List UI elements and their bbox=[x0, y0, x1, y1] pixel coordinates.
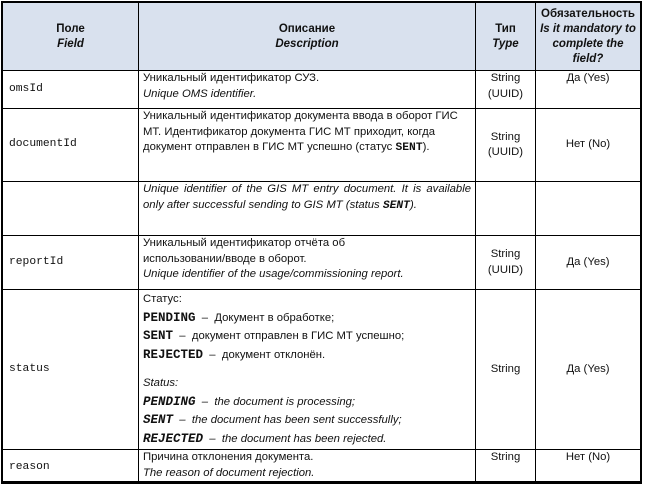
field-mandatory: Да (Yes) bbox=[536, 71, 641, 109]
status-code: REJECTED bbox=[143, 347, 204, 362]
header-desc-ru: Описание bbox=[278, 22, 336, 35]
status-code: SENT bbox=[395, 142, 423, 154]
type-value: String bbox=[490, 248, 521, 260]
separator: – bbox=[179, 330, 186, 342]
description-ru-tail: ). bbox=[422, 141, 430, 153]
status-text: the document has been rejected. bbox=[221, 432, 387, 445]
header-mand-en: Is it mandatory to complete the field? bbox=[540, 22, 636, 65]
status-code: PENDING bbox=[143, 394, 196, 409]
status-item-en bbox=[143, 393, 471, 412]
separator: – bbox=[209, 432, 216, 445]
field-mandatory: Нет (No) bbox=[536, 450, 641, 485]
header-type-ru: Тип bbox=[495, 22, 516, 35]
status-item-en bbox=[143, 411, 471, 430]
separator: – bbox=[201, 395, 209, 408]
field-type bbox=[476, 71, 536, 109]
field-mandatory: Нет (No) bbox=[536, 109, 641, 182]
status-code: REJECTED bbox=[143, 431, 204, 446]
description-en: Unique OMS identifier. bbox=[143, 87, 257, 100]
status-item-en bbox=[143, 430, 471, 449]
status-text: the document is processing; bbox=[214, 395, 356, 408]
separator: – bbox=[209, 348, 216, 361]
field-name: status bbox=[3, 290, 139, 450]
description-ru bbox=[143, 109, 471, 157]
status-code: PENDING bbox=[143, 310, 196, 325]
field-type bbox=[476, 109, 536, 182]
status-label-en: Status: bbox=[143, 377, 179, 389]
description-en: The reason of document rejection. bbox=[143, 466, 315, 479]
table-row bbox=[3, 182, 641, 236]
type-value: String bbox=[490, 130, 521, 143]
status-text: Документ в обработке; bbox=[214, 311, 335, 324]
description-ru-1: Уникальный идентификатор отчёта об bbox=[143, 237, 346, 249]
field-description bbox=[139, 236, 476, 290]
status-text: документ отклонён. bbox=[221, 348, 326, 361]
empty-cell bbox=[536, 182, 641, 236]
separator: – bbox=[179, 414, 186, 426]
field-mandatory: Да (Yes) bbox=[536, 236, 641, 290]
status-text: the document has been sent successfully; bbox=[191, 414, 402, 426]
header-type-en: Type bbox=[492, 37, 519, 50]
table-row bbox=[3, 450, 641, 485]
field-name: reportId bbox=[3, 236, 139, 290]
field-description bbox=[139, 71, 476, 109]
status-label-ru: Статус: bbox=[143, 293, 182, 305]
field-mandatory: Да (Yes) bbox=[536, 290, 641, 450]
header-type bbox=[476, 3, 536, 71]
header-field bbox=[3, 3, 139, 71]
description-en: Unique identifier of the usage/commissioning report. bbox=[143, 268, 404, 280]
field-name: omsId bbox=[3, 71, 139, 109]
type-subvalue: (UUID) bbox=[487, 87, 524, 100]
table-row bbox=[3, 109, 641, 182]
description-en bbox=[143, 182, 471, 214]
field-type: String bbox=[476, 450, 536, 485]
empty-cell bbox=[3, 182, 139, 236]
description-en-text: Unique identifier of the GIS MT entry document. It is available only after successful sending to GIS MT (status bbox=[143, 183, 471, 211]
status-item-ru bbox=[143, 346, 471, 365]
table-frame bbox=[1, 1, 642, 484]
status-item-ru bbox=[143, 327, 471, 346]
header-desc-en: Description bbox=[275, 37, 339, 50]
empty-cell bbox=[476, 182, 536, 236]
description-ru: Причина отклонения документа. bbox=[143, 451, 314, 463]
header-field-en: Field bbox=[57, 37, 84, 50]
status-text: документ отправлен в ГИС МТ успешно; bbox=[191, 330, 405, 342]
table-row bbox=[3, 71, 641, 109]
description-ru: Уникальный идентификатор СУЗ. bbox=[143, 72, 320, 84]
header-row bbox=[3, 3, 641, 71]
header-description bbox=[139, 3, 476, 71]
type-value: String bbox=[490, 72, 521, 84]
type-subvalue: (UUID) bbox=[487, 263, 524, 276]
table-row bbox=[3, 236, 641, 290]
field-description bbox=[139, 290, 476, 450]
field-type: String bbox=[476, 290, 536, 450]
separator: – bbox=[201, 311, 209, 324]
status-code: SENT bbox=[143, 329, 174, 343]
header-mandatory bbox=[536, 3, 641, 71]
type-subvalue: (UUID) bbox=[487, 146, 524, 158]
status-item-ru bbox=[143, 309, 471, 328]
field-name: documentId bbox=[3, 109, 139, 182]
field-description bbox=[139, 182, 476, 236]
table-row bbox=[3, 290, 641, 450]
header-mand-ru: Обязательность bbox=[541, 7, 635, 20]
spacer bbox=[143, 364, 471, 374]
status-code: SENT bbox=[382, 199, 410, 212]
status-code: SENT bbox=[143, 413, 174, 427]
header-field-ru: Поле bbox=[56, 22, 85, 35]
field-description bbox=[139, 109, 476, 182]
field-description bbox=[139, 450, 476, 485]
field-name: reason bbox=[3, 450, 139, 485]
description-en-tail: ). bbox=[409, 198, 417, 211]
field-type bbox=[476, 236, 536, 290]
fields-table bbox=[2, 2, 641, 484]
description-ru-2: использовании/вводе в оборот. bbox=[143, 252, 307, 265]
description-ru-text: Уникальный идентификатор документа ввода в оборот ГИС МТ. Идентификатор документа ГИС МТ приходит, когда документ отправлен в ГИС МТ успешно (статус bbox=[143, 110, 458, 153]
